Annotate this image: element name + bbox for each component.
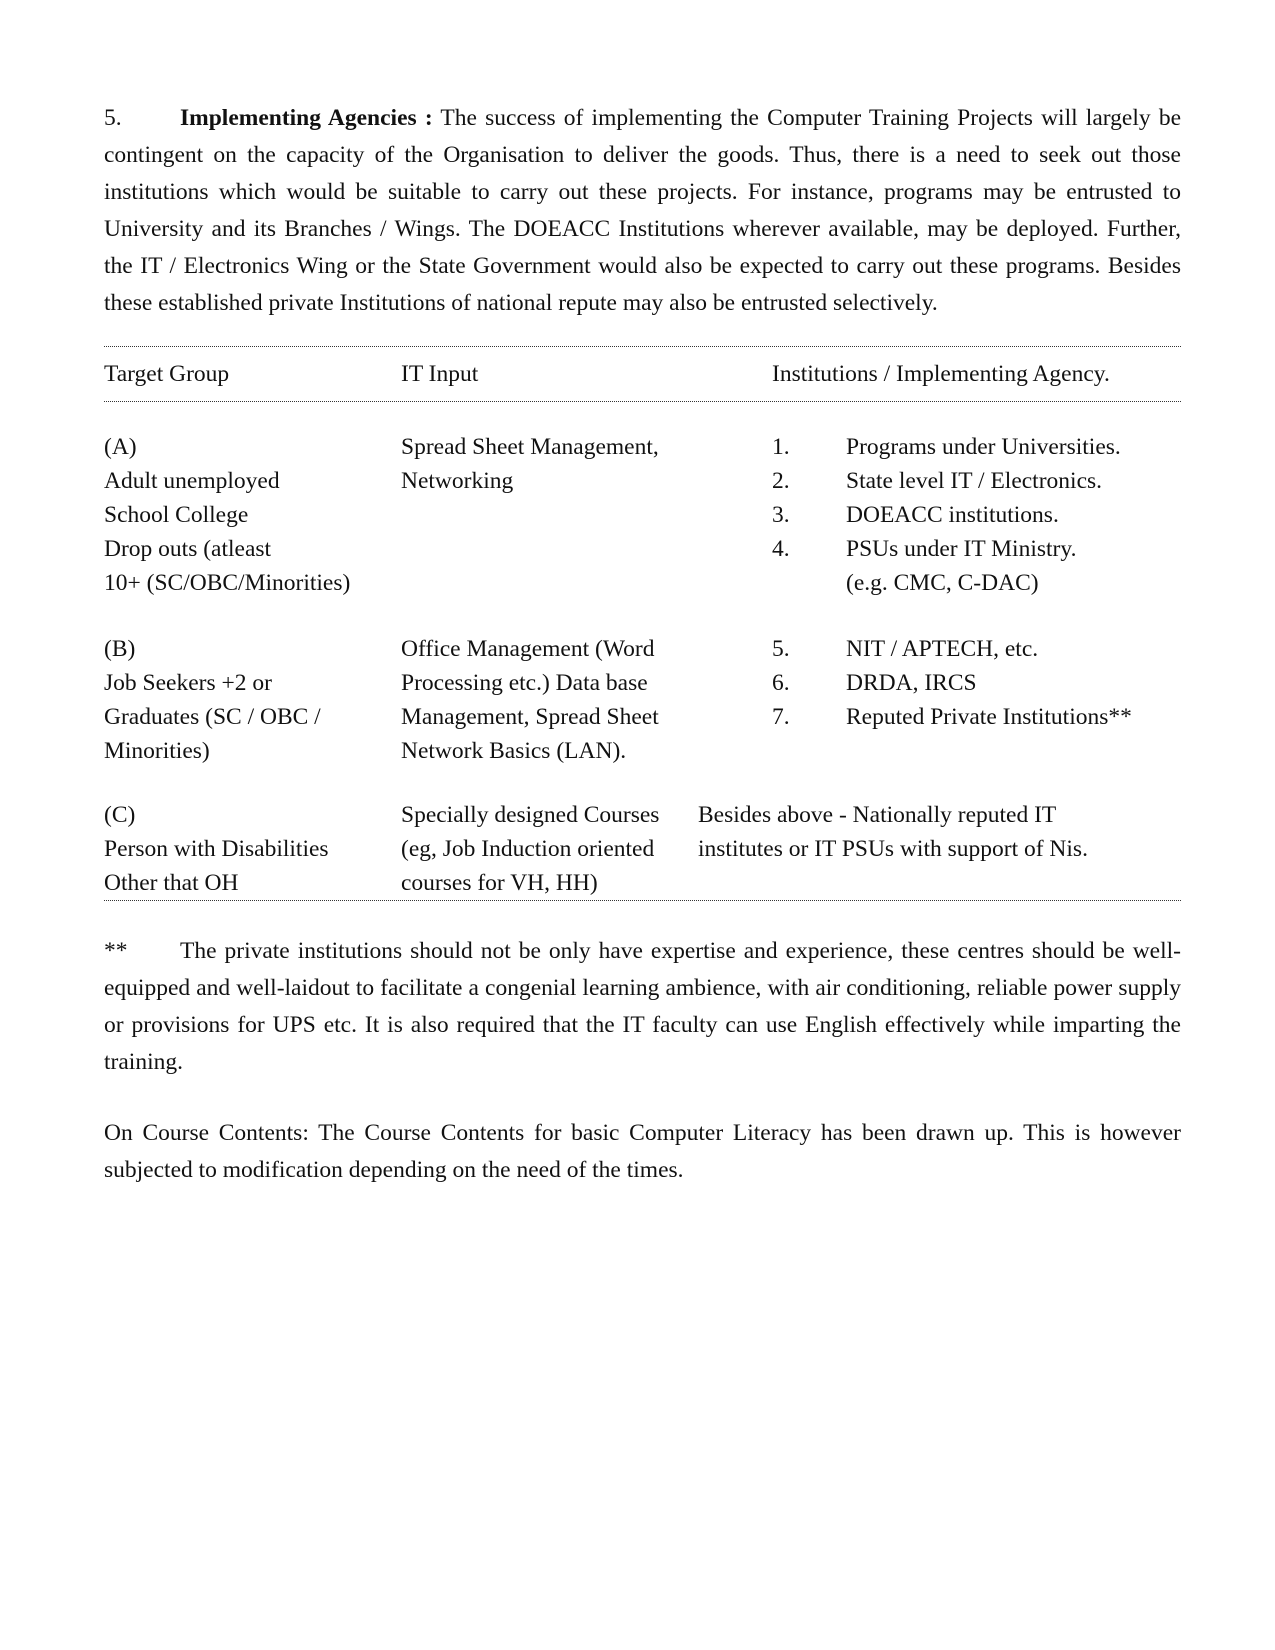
row-b-target: (B) Job Seekers +2 or Graduates (SC / OBC / Minorities): [104, 636, 321, 764]
row-a-agencies: [772, 430, 1181, 600]
footnote-paragraph: [104, 933, 1181, 1081]
header-it-input: IT Input: [401, 361, 479, 387]
agency-item: 2. State level IT / Electronics.: [772, 468, 1103, 494]
course-contents-paragraph: On Course Contents: The Course Contents for basic Computer Literacy has been drawn up. This is however subjected to modification depending on the need of the times.: [104, 1120, 1181, 1183]
agency-item: 5. NIT / APTECH, etc.: [772, 636, 1039, 662]
row-a-it-input: Spread Sheet Management, Networking: [401, 434, 659, 494]
agency-item: 6. DRDA, IRCS: [772, 670, 977, 696]
footnote-text: The private institutions should not be only have expertise and experience, these centres should be well-equipped and well-laidout to facilitate a congenial learning ambience, with air conditioning, reliable power supply or provisions for UPS etc. It is also required that the IT faculty can use English effectively while imparting the training.: [104, 938, 1181, 1075]
section-number: 5.: [104, 105, 122, 131]
document-page: [104, 100, 1181, 1189]
row-c-it-input: Specially designed Courses (eg, Job Induction oriented courses for VH, HH): [401, 802, 660, 896]
row-b-it-input: Office Management (Word Processing etc.) Data base Management, Spread Sheet Network Basics (LAN).: [401, 636, 659, 764]
header-institutions: Institutions / Implementing Agency.: [772, 361, 1110, 387]
agency-item: 4. PSUs under IT Ministry.: [772, 536, 1077, 562]
row-b-agencies: [772, 632, 1181, 734]
agencies-table: [104, 347, 1181, 901]
table-row: [104, 798, 1181, 900]
agency-item: 3. DOEACC institutions.: [772, 502, 1059, 528]
table-header: [104, 347, 1181, 401]
table-row: [104, 632, 1181, 798]
agency-item: (e.g. CMC, C-DAC): [846, 570, 1039, 596]
section-body: The success of implementing the Computer Training Projects will largely be contingent on the capacity of the Organisation to deliver the goods. Thus, there is a need to seek out those institutions which would be suitable to carry out these projects. For instance, programs may be entrusted to University and its Branches / Wings. The DOEACC Institutions wherever available, may be deployed. Further, the IT / Electronics Wing or the State Government would also be expected to carry out these programs. Besides these established private Institutions of national repute may also be entrusted selectively.: [104, 105, 1181, 316]
agency-item: 7. Reputed Private Institutions**: [772, 704, 1132, 730]
row-c-target: (C) Person with Disabilities Other that OH: [104, 802, 329, 896]
footnote-mark: **: [104, 938, 128, 964]
table-bottom-rule: [104, 900, 1181, 901]
row-a-target: (A) Adult unemployed School College Drop outs (atleast 10+ (SC/OBC/Minorities): [104, 434, 351, 596]
row-c-agency-note: Besides above - Nationally reputed IT institutes or IT PSUs with support of Nis.: [698, 802, 1088, 862]
table-row: [104, 430, 1181, 632]
agency-item: 1. Programs under Universities.: [772, 434, 1121, 460]
header-target-group: Target Group: [104, 361, 230, 387]
section-paragraph: [104, 100, 1181, 322]
section-title: Implementing Agencies :: [180, 105, 433, 131]
